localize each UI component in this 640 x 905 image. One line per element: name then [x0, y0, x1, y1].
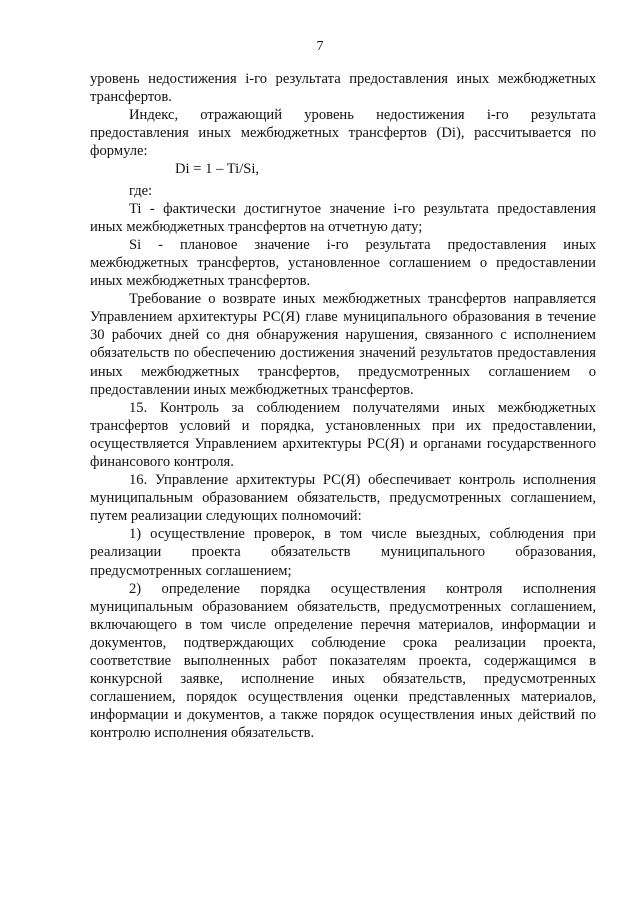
paragraph-refund-requirement: Требование о возврате иных межбюджетных трансфертов направляется Управлением архитектуры РС(Я) главе муниципального образования в течение 30 рабочих дней со дня обнаружения нарушения, связанного с исполнением обязательств по обеспечению достижения значений результатов предоставления иных межбюджетных трансфертов, предусмотренных соглашением о предоставлении иных межбюджетных трансфертов.	[90, 291, 596, 398]
paragraph-item-15: 15. Контроль за соблюдением получателями иных межбюджетных трансфертов условий и порядка, установленных при их предоставлении, осуществляется Управлением архитектуры РС(Я) и органами государственного финансового контроля.	[90, 399, 596, 470]
paragraph-item-16: 16. Управление архитектуры РС(Я) обеспечивает контроль исполнения муниципальным образованием обязательств, предусмотренных соглашением, путем реализации следующих полномочий:	[90, 472, 596, 525]
document-body	[90, 70, 596, 742]
paragraph-subitem-1: 1) осуществление проверок, в том числе выездных, соблюдения при реализации проекта обязательств муниципального образования, предусмотренных соглашением;	[90, 526, 596, 579]
paragraph-ti-definition: Ti - фактически достигнутое значение i-го результата предоставления иных межбюджетных трансфертов на отчетную дату;	[90, 200, 596, 235]
formula: Di = 1 – Ti/Si,	[175, 161, 260, 178]
paragraph-where: где:	[129, 182, 153, 199]
paragraph-continuation: уровень недостижения i-го результата предоставления иных межбюджетных трансфертов.	[90, 71, 596, 106]
paragraph-subitem-2: 2) определение порядка осуществления контроля исполнения муниципальным образованием обязательств, предусмотренных соглашением, включающего в том числе определение перечня материалов, информации и документов, подтверждающих соблюдение срока реализации проекта, соответствие выполненных работ показателям проекта, содержащимся в конкурсной заявке, исполнение иных обязательств, предусмотренных соглашением, порядок осуществления оценки представленных материалов, информации и документов, а также порядок осуществления иных действий по контролю исполнения обязательств.	[90, 580, 596, 742]
paragraph-index-definition: Индекс, отражающий уровень недостижения i-го результата предоставления иных межбюджетных трансфертов (Di), рассчитывается по формуле:	[90, 107, 596, 160]
paragraph-si-definition: Si - плановое значение i-го результата предоставления иных межбюджетных трансфертов, установленное соглашением о предоставлении иных межбюджетных трансфертов.	[90, 236, 596, 290]
page-number: 7	[316, 39, 324, 54]
